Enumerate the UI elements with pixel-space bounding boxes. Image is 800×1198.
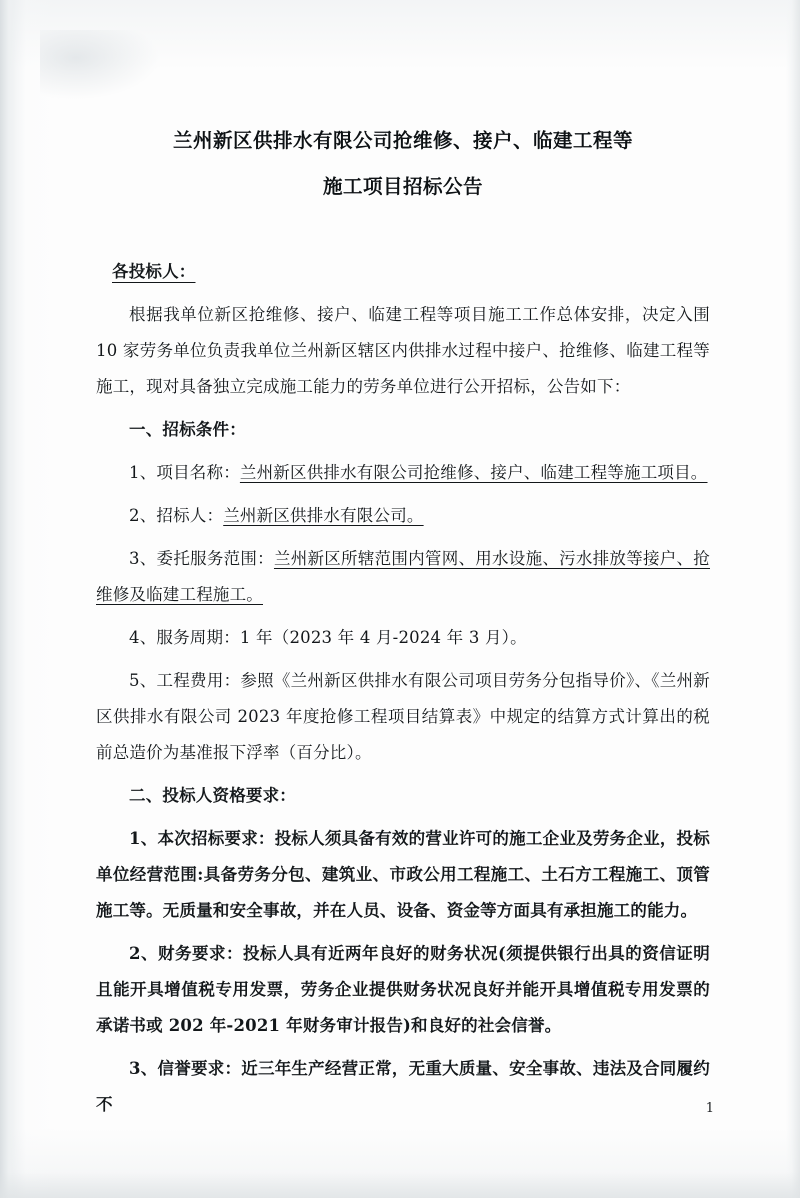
page-number: 1 <box>705 1101 714 1116</box>
page-left-edge-shadow <box>0 0 16 1198</box>
item-1-2-value: 兰州新区供排水有限公司。 <box>223 506 424 525</box>
section-1-heading: 一、招标条件： <box>129 420 246 439</box>
intro-paragraph: 根据我单位新区抢维修、接户、临建工程等项目施工工作总体安排，决定入围 10 家劳务单位负责我单位兰州新区辖区内供排水过程中接户、抢维修、临建工程等施工，现对具备独立完成施工能力的劳务单位进行公开招标，公告如下： <box>96 305 710 396</box>
item-1-1-value: 兰州新区供排水有限公司抢维修、接户、临建工程等施工项目。 <box>239 463 708 482</box>
item-2-2-label: 2、财务要求： <box>129 944 243 963</box>
item-1-3-label: 3、委托服务范围： <box>129 549 274 568</box>
item-2-1-value: 投标人须具备有效的营业许可的施工企业及劳务企业，投标单位经营范围:具备劳务分包、建筑业、市政公用工程施工、土石方工程施工、顶管施工等。无质量和安全事故，并在人员、设备、资金等方面具有承担施工的能力。 <box>96 829 711 920</box>
item-2-1-label: 1、本次招标要求： <box>129 829 275 848</box>
item-2-1 <box>96 821 710 929</box>
salutation: 各投标人： <box>112 262 196 281</box>
item-1-4: 4、服务周期：1 年（2023 年 4 月-2024 年 3 月）。 <box>129 628 527 647</box>
document-body <box>96 118 710 1130</box>
page-right-edge-shadow <box>786 0 800 1198</box>
item-1-3-value: 兰州新区所辖范围内管网、用水设施、污水排放等接户、抢维修及临建工程施工。 <box>96 549 710 604</box>
item-1-2-label: 2、招标人： <box>129 506 224 525</box>
section-2-heading: 二、投标人资格要求： <box>129 786 296 805</box>
item-2-3-value: 近三年生产经营正常，无重大质量、安全事故、违法及合同履约不 <box>96 1059 710 1114</box>
page-title-line-2: 施工项目招标公告 <box>322 175 483 198</box>
item-1-3 <box>96 541 710 613</box>
item-1-2 <box>96 498 710 534</box>
page-bottom-edge-shadow <box>0 1172 800 1198</box>
page-title-line-1: 兰州新区供排水有限公司抢维修、接户、临建工程等 <box>172 129 633 152</box>
item-2-2 <box>96 936 710 1044</box>
item-2-3 <box>96 1051 710 1123</box>
item-1-1 <box>96 455 710 491</box>
scan-smudge <box>40 30 160 100</box>
item-1-5: 5、工程费用：参照《兰州新区供排水有限公司项目劳务分包指导价》、《兰州新区供排水有限公司 2023 年度抢修工程项目结算表》中规定的结算方式计算出的税前总造价为基准报下浮率（百分比）。 <box>96 671 710 762</box>
item-1-1-label: 1、项目名称： <box>129 463 240 482</box>
item-2-3-label: 3、信誉要求： <box>129 1059 242 1078</box>
item-2-2-value: 投标人具有近两年良好的财务状况(须提供银行出具的资信证明且能开具增值税专用发票，劳务企业提供财务状况良好并能开具增值税专用发票的承诺书或 202 年-2021 年财务审计报告)和良好的社会信誉。 <box>96 944 710 1035</box>
